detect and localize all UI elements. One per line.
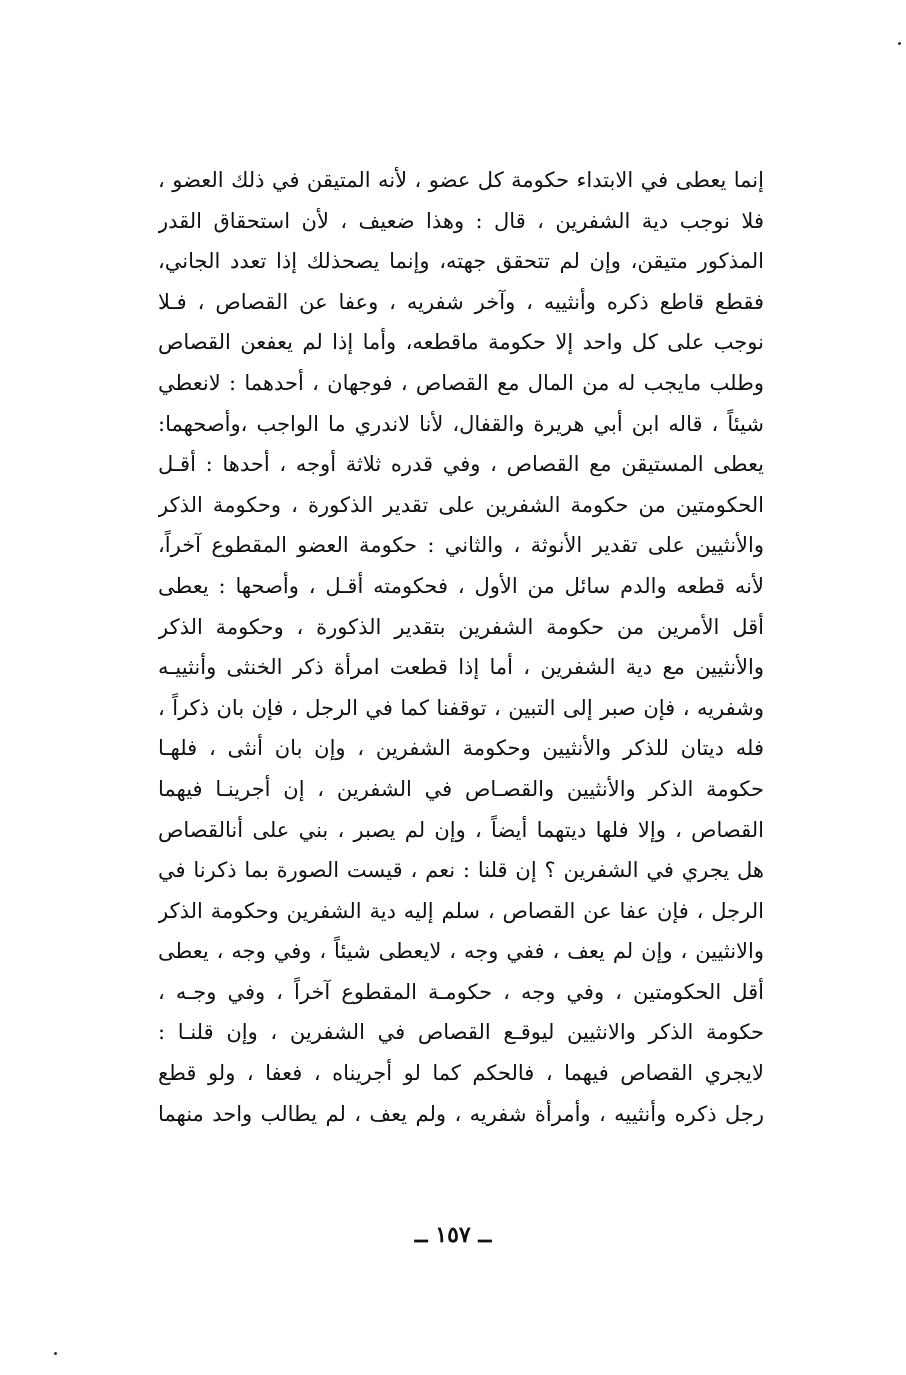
text-line: هل يجري في الشفرين ؟ إن قلنا : نعم ، قيست الصورة بما ذكرنا في [158,858,764,883]
text-line: القصاص ، وإلا فلها ديتهما أيضاً ، وإن لم يصبر ، بني على أنالقصاص [158,817,764,842]
text-line: إنما يعطى في الابتداء حكومة كل عضو ، لأنه المتيقن في ذلك العضو ، [158,168,764,192]
text-line: المذكور متيقن، وإن لم تتحقق جهته، وإنما يصحذلك إذا تعدد الجاني، [158,249,764,274]
scan-speck [54,1352,57,1355]
text-line: وشفريه ، فإن صبر إلى التبين ، توقفنا كما في الرجل ، فإن بان ذكراً ، [158,695,764,720]
body-text [158,160,764,1134]
text-line: والانثيين ، وإن لم يعف ، ففي وجه ، لايعطى شيئاً ، وفي وجه ، يعطى [158,939,764,964]
text-line: حكومة الذكر والانثيين ليوقـع القصاص في الشفرين ، وإن قلنـا : [158,1020,764,1045]
text-line: نوجب على كل واحد إلا حكومة ماقطعه، وأما إذا لم يعفعن القصاص [158,330,764,355]
text-line: لأنه قطعه والدم سائل من الأول ، فحكومته أقـل ، وأصحها : يعطى [158,573,764,598]
text-line: فلا نوجب دية الشفرين ، قال : وهذا ضعيف ، لأن استحقاق القدر [158,208,764,233]
text-line: الحكومتين من حكومة الشفرين على تقدير الذكورة ، وحكومة الذكر [158,492,764,517]
text-line: فقطع قاطع ذكره وأنثييه ، وآخر شفريه ، وعفا عن القصاص ، فـلا [158,289,764,314]
text-line: أقل الحكومتين ، وفي وجه ، حكومـة المقطوع آخراً ، وفي وجـه ، [158,979,764,1004]
text-line: وطلب مايجب له من المال مع القصاص ، فوجهان ، أحدهما : لانعطي [158,370,764,395]
text-line: حكومة الذكر والأنثيين والقصـاص في الشفرين ، إن أجرينـا فيهما [158,776,764,801]
text-line: رجل ذكره وأنثييه ، وأمرأة شفريه ، ولم يعف ، لم يطالب واحد منهما [158,1101,764,1126]
text-line: الرجل ، فإن عفا عن القصاص ، سلم إليه دية الشفرين وحكومة الذكر [158,898,764,923]
page-number: ــ ١٥٧ ــ [414,1222,492,1248]
text-line: والأنثيين مع دية الشفرين ، أما إذا قطعت امرأة ذكر الخنثى وأنثييـه [158,655,764,680]
scan-speck [898,42,901,45]
text-line: يعطى المستيقن مع القصاص ، وفي قدره ثلاثة أوجه ، أحدها : أقـل [158,452,764,477]
text-line: فله ديتان للذكر والأنثيين وحكومة الشفرين ، وإن بان أنثى ، فلهـا [158,736,764,761]
text-line: شيئاً ، قاله ابن أبي هريرة والقفال، لأنا لاندري ما الواجب ،وأصحهما: [158,411,764,436]
text-line: أقل الأمرين من حكومة الشفرين بتقدير الذكورة ، وحكومة الذكر [158,614,764,639]
text-line: والأنثيين على تقدير الأنوثة ، والثاني : حكومة العضو المقطوع آخراً، [158,533,764,558]
text-line: لايجري القصاص فيهما ، فالحكم كما لو أجريناه ، فعفا ، ولو قطع [158,1061,764,1086]
